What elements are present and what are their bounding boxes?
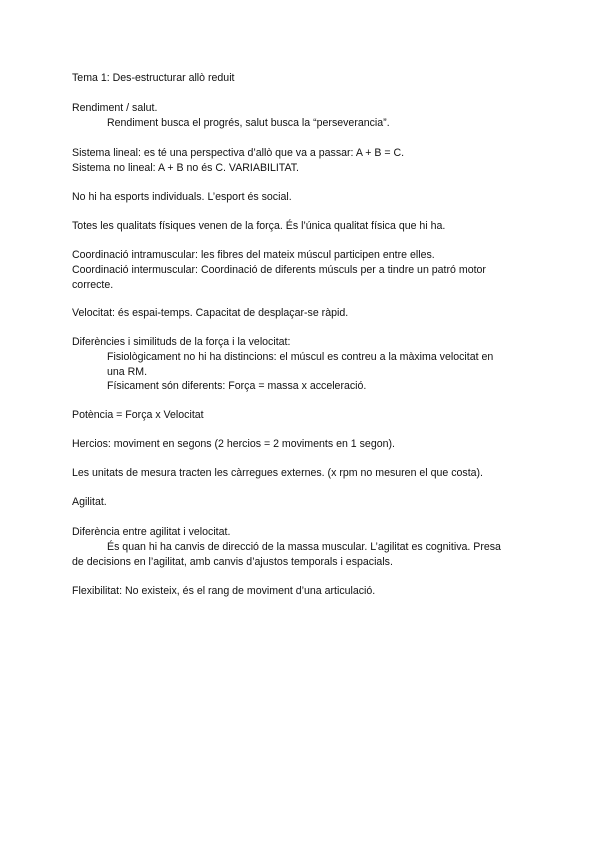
coordinacio-intermuscular-line1: Coordinació intermuscular: Coordinació de diferents músculs per a tindre un patró motor — [72, 264, 486, 276]
coordinacio-intramuscular: Coordinació intramuscular: les fibres del mateix múscul participen entre elles. — [72, 249, 435, 261]
hercios-paragraph: Hercios: moviment en segons (2 hercios = 2 moviments en 1 segon). — [72, 438, 395, 450]
unitats-paragraph: Les unitats de mesura tracten les càrregues externes. (x rpm no mesuren el que costa). — [72, 467, 483, 479]
esports-paragraph: No hi ha esports individuals. L’esport és social. — [72, 191, 292, 203]
velocitat-paragraph: Velocitat: és espai-temps. Capacitat de desplaçar-se ràpid. — [72, 307, 349, 319]
document-title: Tema 1: Des-estructurar allò reduit — [72, 72, 235, 84]
agilitat-velocitat-line2: de decisions en l’agilitat, amb canvis d’ajustos temporals i espacials. — [72, 556, 393, 568]
potencia-formula: Potència = Força x Velocitat — [72, 409, 204, 421]
agilitat-velocitat-heading: Diferència entre agilitat i velocitat. — [72, 526, 231, 538]
agilitat-heading: Agilitat. — [72, 496, 107, 508]
diferencies-fisiologic-line1: Fisiològicament no hi ha distincions: el múscul es contreu a la màxima velocitat en — [107, 351, 494, 363]
diferencies-heading: Diferències i similituds de la força i la velocitat: — [72, 336, 291, 348]
sistema-lineal: Sistema lineal: es té una perspectiva d’allò que va a passar: A + B = C. — [72, 147, 405, 159]
flexibilitat-paragraph: Flexibilitat: No existeix, és el rang de moviment d’una articulació. — [72, 585, 376, 597]
coordinacio-intermuscular-line2: correcte. — [72, 279, 114, 291]
agilitat-velocitat-line1: És quan hi ha canvis de direcció de la massa muscular. L’agilitat es cognitiva. Presa — [107, 541, 501, 553]
rendiment-detail: Rendiment busca el progrés, salut busca la “perseverancia”. — [107, 117, 390, 129]
diferencies-fisiologic-line2: una RM. — [107, 366, 148, 378]
diferencies-fisic: Físicament són diferents: Força = massa x acceleració. — [107, 380, 367, 392]
sistema-no-lineal: Sistema no lineal: A + B no és C. VARIABILITAT. — [72, 162, 299, 174]
rendiment-heading: Rendiment / salut. — [72, 102, 158, 114]
qualitats-paragraph: Totes les qualitats físiques venen de la força. És l’única qualitat física que hi ha. — [72, 220, 446, 232]
